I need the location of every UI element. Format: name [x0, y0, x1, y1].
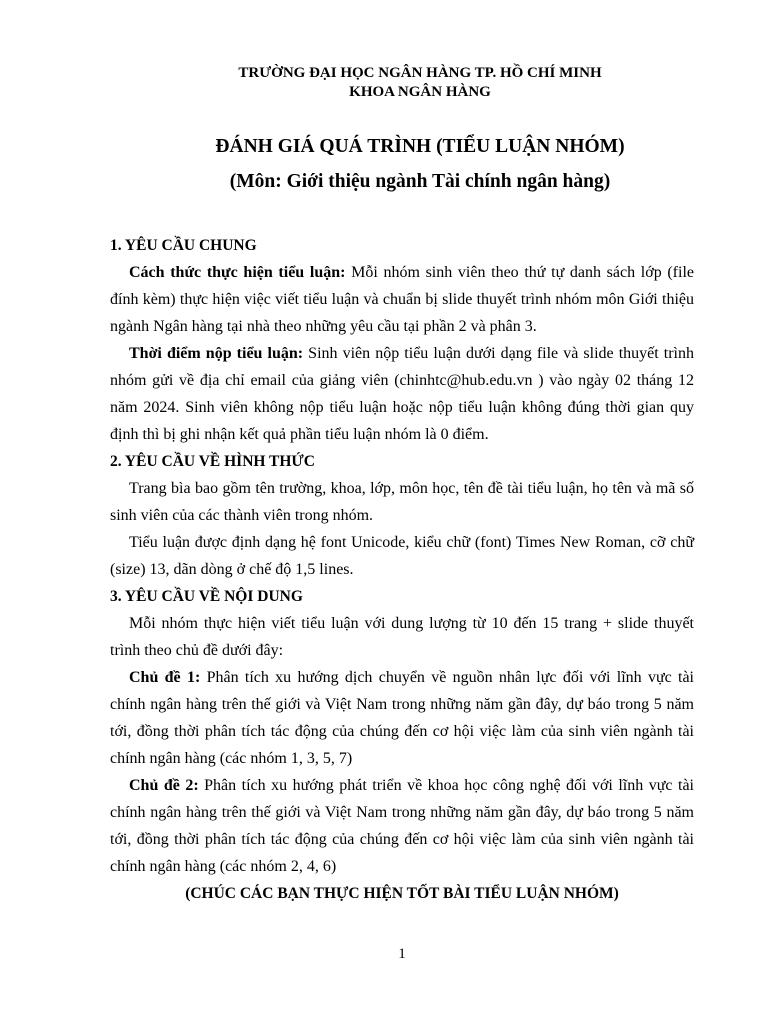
deadline-label: Thời điểm nộp tiểu luận: [129, 345, 304, 362]
page-number: 1 [398, 946, 406, 962]
deadline-paragraph [110, 340, 694, 448]
university-name: TRƯỜNG ĐẠI HỌC NGÂN HÀNG TP. HỒ CHÍ MINH [238, 65, 602, 81]
document-header [110, 64, 730, 102]
deadline-text: Sinh viên nộp tiểu luận dưới dạng file và slide thuyết trình nhóm gửi về địa chỉ email của giảng viên (chinhtc@hub.edu.vn ) vào ngày 02 tháng 12 năm 2024. Sinh viên không nộp tiểu luận hoặc nộp tiểu luận không đúng thời gian quy định thì bị ghi nhận kết quả phần tiểu luận nhóm là 0 điểm. [110, 345, 694, 443]
topic-2-text: Phân tích xu hướng phát triển về khoa học công nghệ đối với lĩnh vực tài chính ngân hàng trên thế giới và Việt Nam trong những năm gần đây, dự báo trong 5 năm tới, đồng thời phân tích tác động của chúng đến cơ hội việc làm của sinh viên ngành tài chính ngân hàng (các nhóm 2, 4, 6) [110, 777, 694, 875]
format-paragraph: Tiểu luận được định dạng hệ font Unicode, kiểu chữ (font) Times New Roman, cỡ chữ (size) 13, dãn dòng ở chế độ 1,5 lines. [110, 534, 694, 578]
cover-page-paragraph: Trang bìa bao gồm tên trường, khoa, lớp, môn học, tên đề tài tiểu luận, họ tên và mã số sinh viên của các thành viên trong nhóm. [110, 480, 694, 524]
topic-2-paragraph [110, 772, 694, 880]
method-paragraph [110, 259, 694, 340]
section-3-heading: 3. YÊU CẦU VỀ NỘI DUNG [110, 588, 303, 605]
section-2-heading: 2. YÊU CẦU VỀ HÌNH THỨC [110, 453, 315, 470]
topic-2-label: Chủ đề 2: [129, 777, 199, 794]
subject-title: (Môn: Giới thiệu ngành Tài chính ngân hàng) [229, 171, 611, 192]
closing-line: (CHÚC CÁC BẠN THỰC HIỆN TỐT BÀI TIỂU LUẬN NHÓM) [185, 885, 619, 902]
section-1-heading: 1. YÊU CẦU CHUNG [110, 237, 257, 254]
document-title: ĐÁNH GIÁ QUÁ TRÌNH (TIỂU LUẬN NHÓM) [215, 136, 625, 157]
content-intro-paragraph: Mỗi nhóm thực hiện viết tiểu luận với dung lượng từ 10 đến 15 trang + slide thuyết trình theo chủ đề dưới đây: [110, 615, 694, 659]
method-text: Mỗi nhóm sinh viên theo thứ tự danh sách lớp (file đính kèm) thực hiện việc viết tiểu luận và chuẩn bị slide thuyết trình nhóm môn Giới thiệu ngành Ngân hàng tại nhà theo những yêu cầu tại phần 2 và phân 3. [110, 264, 695, 335]
faculty-name: KHOA NGÂN HÀNG [349, 84, 491, 100]
topic-1-text: Phân tích xu hướng dịch chuyển về nguồn nhân lực đối với lĩnh vực tài chính ngân hàng trên thế giới và Việt Nam trong những năm gần đây, dự báo trong 5 năm tới, đồng thời phân tích tác động của chúng đến cơ hội việc làm của sinh viên ngành tài chính ngân hàng (các nhóm 1, 3, 5, 7) [110, 669, 694, 767]
method-label: Cách thức thực hiện tiểu luận: [129, 264, 346, 281]
topic-1-paragraph [110, 664, 694, 772]
topic-1-label: Chủ đề 1: [129, 669, 201, 686]
document-body [110, 232, 694, 907]
